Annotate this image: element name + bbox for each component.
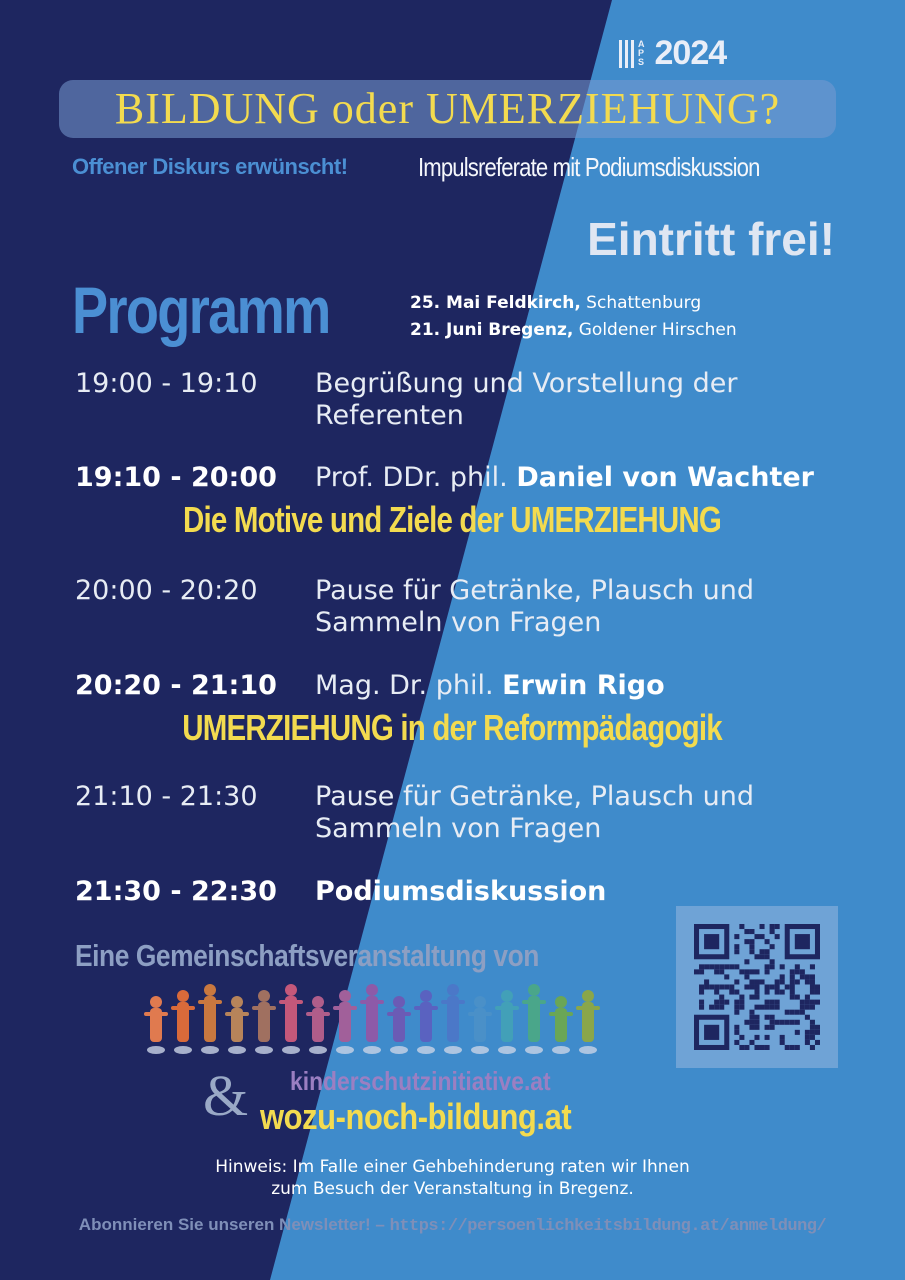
qr-code-icon: [676, 906, 838, 1068]
child-silhouette: [333, 990, 357, 1054]
aps-letters: A P S: [638, 39, 645, 67]
subtitle-format: Impulsreferate mit Podiumsdiskussion: [418, 152, 760, 182]
child-silhouette: [387, 996, 411, 1054]
child-silhouette: [225, 996, 249, 1054]
child-silhouette: [171, 990, 195, 1054]
program-heading: Programm: [72, 273, 330, 347]
site-link-kinderschutz[interactable]: kinderschutzinitiative.at: [290, 1066, 551, 1096]
child-silhouette: [441, 984, 465, 1054]
page-title: BILDUNG oder UMERZIEHUNG?: [114, 84, 781, 133]
child-silhouette: [576, 990, 600, 1054]
aps-year: 2024: [654, 34, 727, 72]
program-time: 20:00 - 20:20: [75, 575, 258, 606]
event-date-2: 21. Juni Bregenz, Goldener Hirschen: [410, 320, 737, 340]
speaker: Mag. Dr. phil. Erwin Rigo: [315, 670, 665, 701]
accessibility-notice: Hinweis: Im Falle einer Gehbehinderung raten wir Ihnen zum Besuch der Veranstaltung in Bregenz.: [215, 1157, 690, 1199]
child-silhouette: [495, 990, 519, 1054]
child-silhouette: [279, 984, 303, 1054]
talk-title: Die Motive und Ziele der UMERZIEHUNG: [183, 499, 722, 540]
site-link-wozu-noch-bildung[interactable]: wozu-noch-bildung.at: [260, 1096, 572, 1137]
child-silhouette: [144, 996, 168, 1054]
program-time: 19:00 - 19:10: [75, 368, 258, 399]
subtitle-open-discourse: Offener Diskurs erwünscht!: [72, 154, 348, 179]
child-silhouette: [360, 984, 384, 1054]
program-description: Podiumsdiskussion: [315, 876, 607, 907]
child-silhouette: [468, 996, 492, 1054]
children-silhouettes-image: [140, 982, 610, 1062]
aps-bars-icon: [619, 40, 634, 68]
program-time: 21:30 - 22:30: [75, 876, 277, 907]
newsletter-line: [0, 1215, 905, 1236]
newsletter-link[interactable]: https://persoenlichkeitsbildung.at/anmeldung/: [389, 1217, 827, 1236]
joint-event-label: Eine Gemeinschaftsveranstaltung von: [75, 938, 539, 973]
program-time: 21:10 - 21:30: [75, 781, 258, 812]
speaker: Prof. DDr. phil. Daniel von Wachter: [315, 462, 814, 493]
child-silhouette: [549, 996, 573, 1054]
free-entry-label: Eintritt frei!: [587, 213, 835, 265]
program-description: Pause für Getränke, Plausch und Sammeln von Fragen: [315, 575, 755, 638]
program-description: Pause für Getränke, Plausch und Sammeln von Fragen: [315, 781, 755, 844]
aps-logo: [619, 34, 726, 73]
program-time: 19:10 - 20:00: [75, 462, 277, 493]
program-time: 20:20 - 21:10: [75, 670, 277, 701]
child-silhouette: [252, 990, 276, 1054]
event-date-1: 25. Mai Feldkirch, Schattenburg: [410, 293, 702, 313]
event-dates: [410, 290, 737, 344]
talk-title: UMERZIEHUNG in der Reformpädagogik: [182, 707, 723, 748]
child-silhouette: [414, 990, 438, 1054]
program-description: Begrüßung und Vorstellung der Referenten: [315, 368, 738, 431]
newsletter-label: Abonnieren Sie unseren Newsletter! –: [78, 1215, 385, 1234]
ampersand: &: [203, 1063, 249, 1128]
qr-code[interactable]: [676, 906, 838, 1068]
child-silhouette: [522, 984, 546, 1054]
child-silhouette: [198, 984, 222, 1054]
child-silhouette: [306, 996, 330, 1054]
